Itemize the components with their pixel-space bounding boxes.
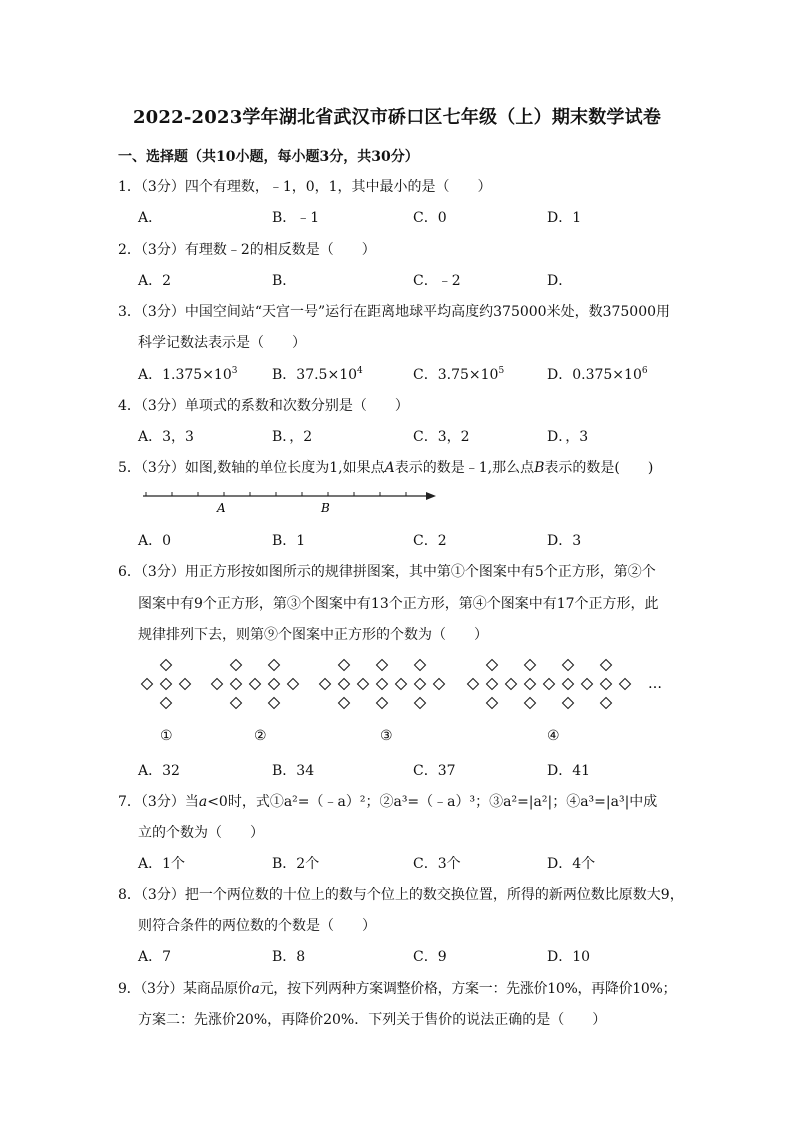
question-9: 9．（3分）某商品原价a元，按下列两种方案调整价格，方案一：先涨价10%，再降价10%； — [118, 981, 677, 997]
q7-option-b: B．2个 — [272, 856, 320, 872]
q6-option-c: C．37 — [413, 763, 456, 779]
q7-option-a: A．1个 — [138, 856, 186, 872]
q5-option-a: A．0 — [138, 533, 172, 549]
question-9-continued: 方案二：先涨价20%，再降价20%．下列关于售价的说法正确的是（ ） — [138, 1012, 607, 1028]
page-title: 2022-2023学年湖北省武汉市硚口区七年级（上）期末数学试卷 — [132, 107, 662, 128]
q7-option-d: D．4个 — [547, 856, 596, 872]
pattern-3 — [320, 660, 445, 709]
q7-option-c: C．3个 — [413, 856, 461, 872]
question-6-line-2: 图案中有9个正方形，第③个图案中有13个正方形，第④个图案中有17个正方形，此 — [138, 596, 659, 612]
q3-option-d: D．$0.375\times 10^6$ — [547, 366, 648, 383]
number-line-figure — [138, 484, 444, 518]
point-a-label: A — [217, 501, 226, 515]
question-3: 3．（3分）中国空间站“天宫一号”运行在距离地球平均高度约375000米处，数375000用 — [118, 304, 671, 320]
q4-option-d: D．，3 — [547, 429, 589, 445]
q4-option-b: B．，2 — [272, 429, 313, 445]
q1-option-b: B．﹣1 — [272, 210, 320, 226]
pattern-1 — [142, 660, 191, 709]
question-7: 7．（3分）当a<0时，式①a²=（﹣a）²；②a³=（﹣a）³；③a²=|a²|；④a³=|a³|中成 — [118, 794, 658, 810]
q4-option-c: C．3，2 — [413, 429, 470, 445]
q6-option-b: B．34 — [272, 763, 315, 779]
question-6-line-3: 规律排列下去，则第⑨个图案中正方形的个数为（ ） — [138, 627, 488, 643]
pattern-label-2: ② — [254, 728, 267, 744]
q2-option-d: D． — [547, 273, 573, 289]
q6-option-d: D．41 — [547, 763, 591, 779]
q8-option-b: B．8 — [272, 949, 306, 965]
question-4: 4．（3分）单项式的系数和次数分别是（ ） — [118, 398, 409, 414]
q2-option-b: B． — [272, 273, 297, 289]
q1-option-a: A． — [138, 210, 163, 226]
q8-option-d: D．10 — [547, 949, 591, 965]
question-6: 6．（3分）用正方形按如图所示的规律拼图案，其中第①个图案中有5个正方形，第②个 — [118, 564, 656, 580]
pattern-label-3: ③ — [380, 728, 393, 744]
q5-option-b: B．1 — [272, 533, 306, 549]
q8-option-a: A．7 — [138, 949, 172, 965]
question-1: 1．（3分）四个有理数，﹣1，0，1，其中最小的是（ ） — [118, 179, 492, 195]
q2-option-a: A．2 — [138, 273, 172, 289]
question-7-continued: 立的个数为（ ） — [138, 825, 264, 841]
q3-option-b: B．$37.5\times 10^4$ — [272, 366, 363, 383]
point-b-label: B — [321, 501, 330, 515]
pattern-label-4: ④ — [547, 728, 560, 744]
q3-option-a: A．$1.375\times 10^3$ — [138, 366, 238, 383]
question-8: 8．（3分）把一个两位数的十位上的数与个位上的数交换位置，所得的新两位数比原数大9， — [118, 887, 684, 903]
question-5: 5．（3分）如图,数轴的单位长度为1,如果点A表示的数是﹣1,那么点B表示的数是( ) — [118, 460, 654, 476]
pattern-4 — [468, 660, 631, 709]
pattern-2 — [212, 660, 299, 709]
q8-option-c: C．9 — [413, 949, 447, 965]
q5-option-c: C．2 — [413, 533, 447, 549]
pattern-ellipsis: … — [648, 676, 662, 692]
q3-option-c: C．$3.75\times 10^5$ — [413, 366, 505, 383]
q4-option-a: A．3，3 — [138, 429, 194, 445]
section-heading: 一、选择题（共10小题，每小题3分，共30分） — [118, 149, 419, 165]
q6-option-a: A．32 — [138, 763, 180, 779]
q2-option-c: C．﹣2 — [413, 273, 461, 289]
question-3-continued: 科学记数法表示是（ ） — [138, 335, 306, 351]
question-2: 2．（3分）有理数﹣2的相反数是（ ） — [118, 242, 376, 258]
q5-option-d: D．3 — [547, 533, 582, 549]
q1-option-c: C．0 — [413, 210, 447, 226]
question-8-continued: 则符合条件的两位数的个数是（ ） — [138, 918, 376, 934]
pattern-label-1: ① — [160, 728, 173, 744]
square-pattern-figure — [130, 650, 690, 722]
q1-option-d: D．1 — [547, 210, 582, 226]
